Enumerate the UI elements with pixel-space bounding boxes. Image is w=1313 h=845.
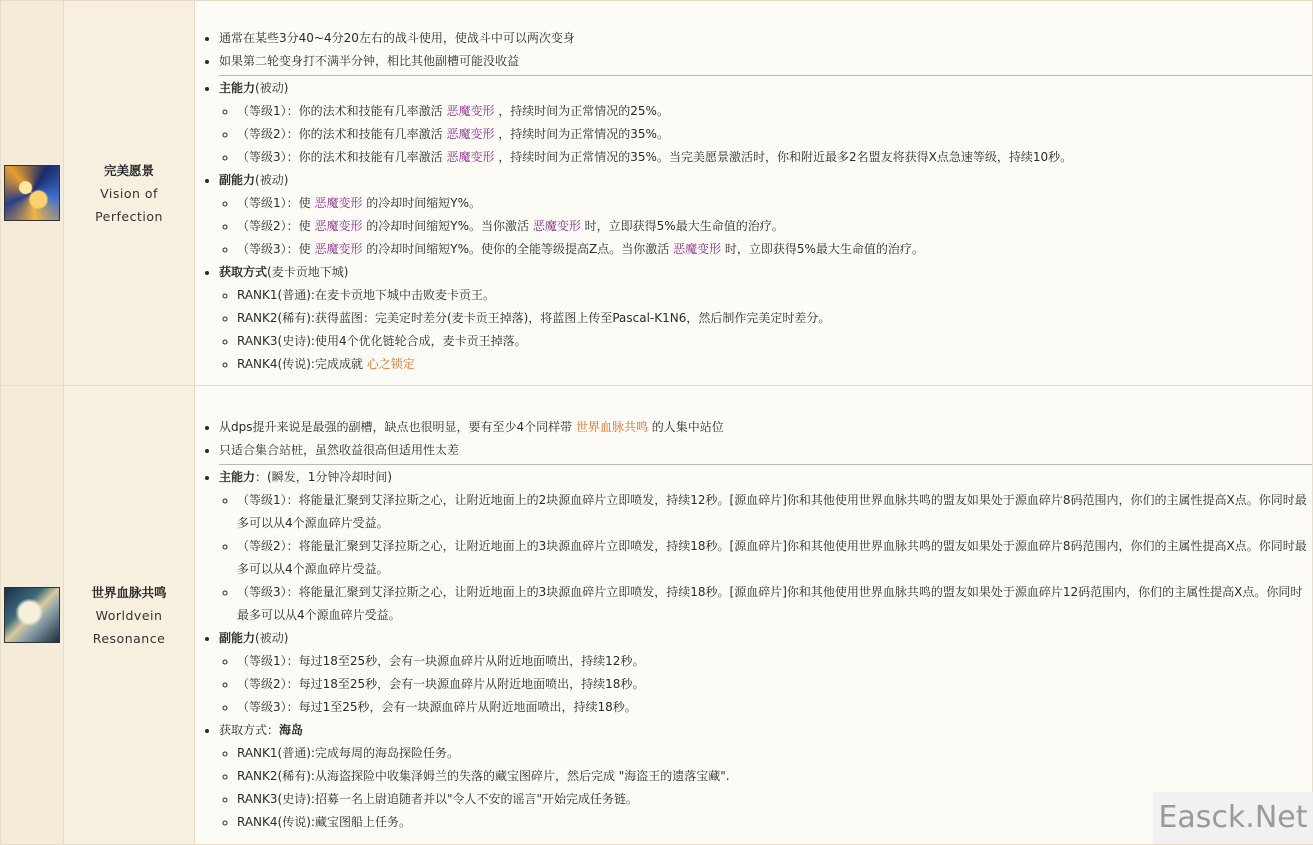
rank-1: ◦ RANK1(普通):在麦卡贡地下城中击败麦卡贡王。: [237, 284, 1312, 307]
major-ability: [219, 75, 1312, 169]
minor-level-2: ◦ （等级2）：每过18至25秒，会有一块源血碎片从附近地面喷出，持续18秒。: [237, 673, 1312, 696]
minor-level-3: ◦ （等级3）：每过1至25秒，会有一块源血碎片从附近地面喷出，持续18秒。: [237, 696, 1312, 719]
major-level-2: ◦ （等级2）：将能量汇聚到艾泽拉斯之心，让附近地面上的3块源血碎片立即喷发，持续18秒。[源血碎片]你和其他使用世界血脉共鸣的盟友如果处于源血碎片8码范围内，你们的主属性提高X点。你同时最多可以从4个源血碎片受益。: [237, 535, 1312, 581]
major-ability-type: ：(瞬发，1分钟冷却时间): [255, 469, 393, 484]
major-level-2: ◦ （等级2）：你的法术和技能有几率激活 恶魔变形 ，持续时间为正常情况的35%。: [237, 123, 1312, 146]
obtain-label: 获取方式：: [219, 722, 280, 737]
essence-row-worldvein-resonance: [1, 386, 1313, 845]
usage-note: • 从dps提升来说是最强的副槽，缺点也很明显，要有至少4个同样带 世界血脉共鸣 的人集中站位: [219, 416, 1312, 439]
essence-name-en: Vision of Perfection: [95, 185, 163, 224]
rank-1: ◦ RANK1(普通):完成每周的海岛探险任务。: [237, 742, 1312, 765]
spell-link[interactable]: 恶魔变形: [314, 242, 363, 256]
description-cell: [195, 1, 1313, 386]
obtain-source: (麦卡贡地下城): [267, 265, 349, 279]
spell-link[interactable]: 恶魔变形: [673, 242, 722, 256]
major-level-1: ◦ （等级1）：将能量汇聚到艾泽拉斯之心，让附近地面上的2块源血碎片立即喷发，持续12秒。[源血碎片]你和其他使用世界血脉共鸣的盟友如果处于源血碎片8码范围内，你们的主属性提高X点。你同时最多可以从4个源血碎片受益。: [237, 489, 1312, 535]
major-ability-type: (被动): [255, 81, 289, 95]
usage-note: • 通常在某些3分40~4分20左右的战斗使用，使战斗中可以两次变身: [219, 27, 1312, 50]
spell-link[interactable]: 恶魔变形: [314, 196, 363, 210]
obtain-label: 获取方式: [219, 265, 268, 279]
essence-link[interactable]: 世界血脉共鸣: [575, 419, 648, 434]
minor-level-1: ◦ （等级1）：每过18至25秒，会有一块源血碎片从附近地面喷出，持续12秒。: [237, 650, 1312, 673]
minor-level-3: ◦ （等级3）：使 恶魔变形 的冷却时间缩短Y%。使你的全能等级提高Z点。当你激活 恶魔变形 时，立即获得5%最大生命值的治疗。: [237, 238, 1312, 261]
rank-3: ◦ RANK3(史诗):使用4个优化链轮合成，麦卡贡王掉落。: [237, 330, 1312, 353]
achievement-link[interactable]: 心之锁定: [366, 357, 415, 371]
obtain-method: [219, 719, 1312, 834]
minor-ability-type: (被动): [255, 630, 289, 645]
icon-cell: [1, 1, 64, 386]
major-level-1: ◦ （等级1）：你的法术和技能有几率激活 恶魔变形 ，持续时间为正常情况的25%。: [237, 100, 1312, 123]
essence-name-en: Worldvein Resonance: [92, 607, 166, 646]
essence-name-cn: 完美愿景: [103, 162, 154, 178]
essence-row-vision-of-perfection: [1, 1, 1313, 386]
major-ability-label: 主能力: [219, 81, 256, 95]
obtain-method: [219, 261, 1312, 376]
worldvein-resonance-icon: [4, 587, 60, 643]
major-level-3: ◦ （等级3）：将能量汇聚到艾泽拉斯之心，让附近地面上的3块源血碎片立即喷发，持续18秒。[源血碎片]你和其他使用世界血脉共鸣的盟友如果处于源血碎片12码范围内，你们的主属性提高X点。你同时最多可以从4个源血碎片受益。: [237, 581, 1312, 627]
spell-link[interactable]: 恶魔变形: [446, 104, 495, 118]
essence-name-cn: 世界血脉共鸣: [91, 584, 167, 600]
rank-4: ◦ RANK4(传说):藏宝图船上任务。: [237, 811, 1312, 834]
minor-ability: [219, 627, 1312, 719]
major-ability: [219, 464, 1312, 627]
site-watermark: Easck.Net: [1153, 792, 1313, 844]
minor-ability-label: 副能力: [219, 173, 256, 187]
minor-ability-label: 副能力: [219, 630, 256, 645]
obtain-source: 海岛: [279, 722, 304, 737]
name-cell: [64, 1, 195, 386]
minor-ability-type: (被动): [255, 173, 289, 187]
name-cell: [64, 386, 195, 845]
icon-cell: [1, 386, 64, 845]
usage-note: • 只适合集合站桩，虽然收益很高但适用性太差: [219, 439, 1312, 462]
spell-link[interactable]: 恶魔变形: [446, 150, 495, 164]
spell-link[interactable]: 恶魔变形: [532, 219, 581, 233]
rank-4: ◦ RANK4(传说):完成成就 心之锁定: [237, 353, 1312, 376]
minor-level-2: ◦ （等级2）：使 恶魔变形 的冷却时间缩短Y%。当你激活 恶魔变形 时，立即获得5%最大生命值的治疗。: [237, 215, 1312, 238]
rank-3: ◦ RANK3(史诗):招募一名上尉追随者并以"令人不安的谣言"开始完成任务链。: [237, 788, 1312, 811]
usage-note: • 如果第二轮变身打不满半分钟，相比其他副槽可能没收益: [219, 50, 1312, 73]
rank-2: ◦ RANK2(稀有):从海盗探险中收集泽姆兰的失落的藏宝图碎片，然后完成 "海盗王的遗落宝藏".: [237, 765, 1312, 788]
description-cell: [195, 386, 1313, 845]
spell-link[interactable]: 恶魔变形: [446, 127, 495, 141]
minor-level-1: ◦ （等级1）：使 恶魔变形 的冷却时间缩短Y%。: [237, 192, 1312, 215]
spell-link[interactable]: 恶魔变形: [314, 219, 363, 233]
rank-2: ◦ RANK2(稀有):获得蓝图：完美定时差分(麦卡贡王掉落)，将蓝图上传至Pascal-K1N6，然后制作完美定时差分。: [237, 307, 1312, 330]
major-level-3: ◦ （等级3）：你的法术和技能有几率激活 恶魔变形 ，持续时间为正常情况的35%。当完美愿景激活时，你和附近最多2名盟友将获得X点急速等级，持续10秒。: [237, 146, 1312, 169]
vision-of-perfection-icon: [4, 165, 60, 221]
minor-ability: [219, 169, 1312, 261]
major-ability-label: 主能力: [219, 469, 256, 484]
